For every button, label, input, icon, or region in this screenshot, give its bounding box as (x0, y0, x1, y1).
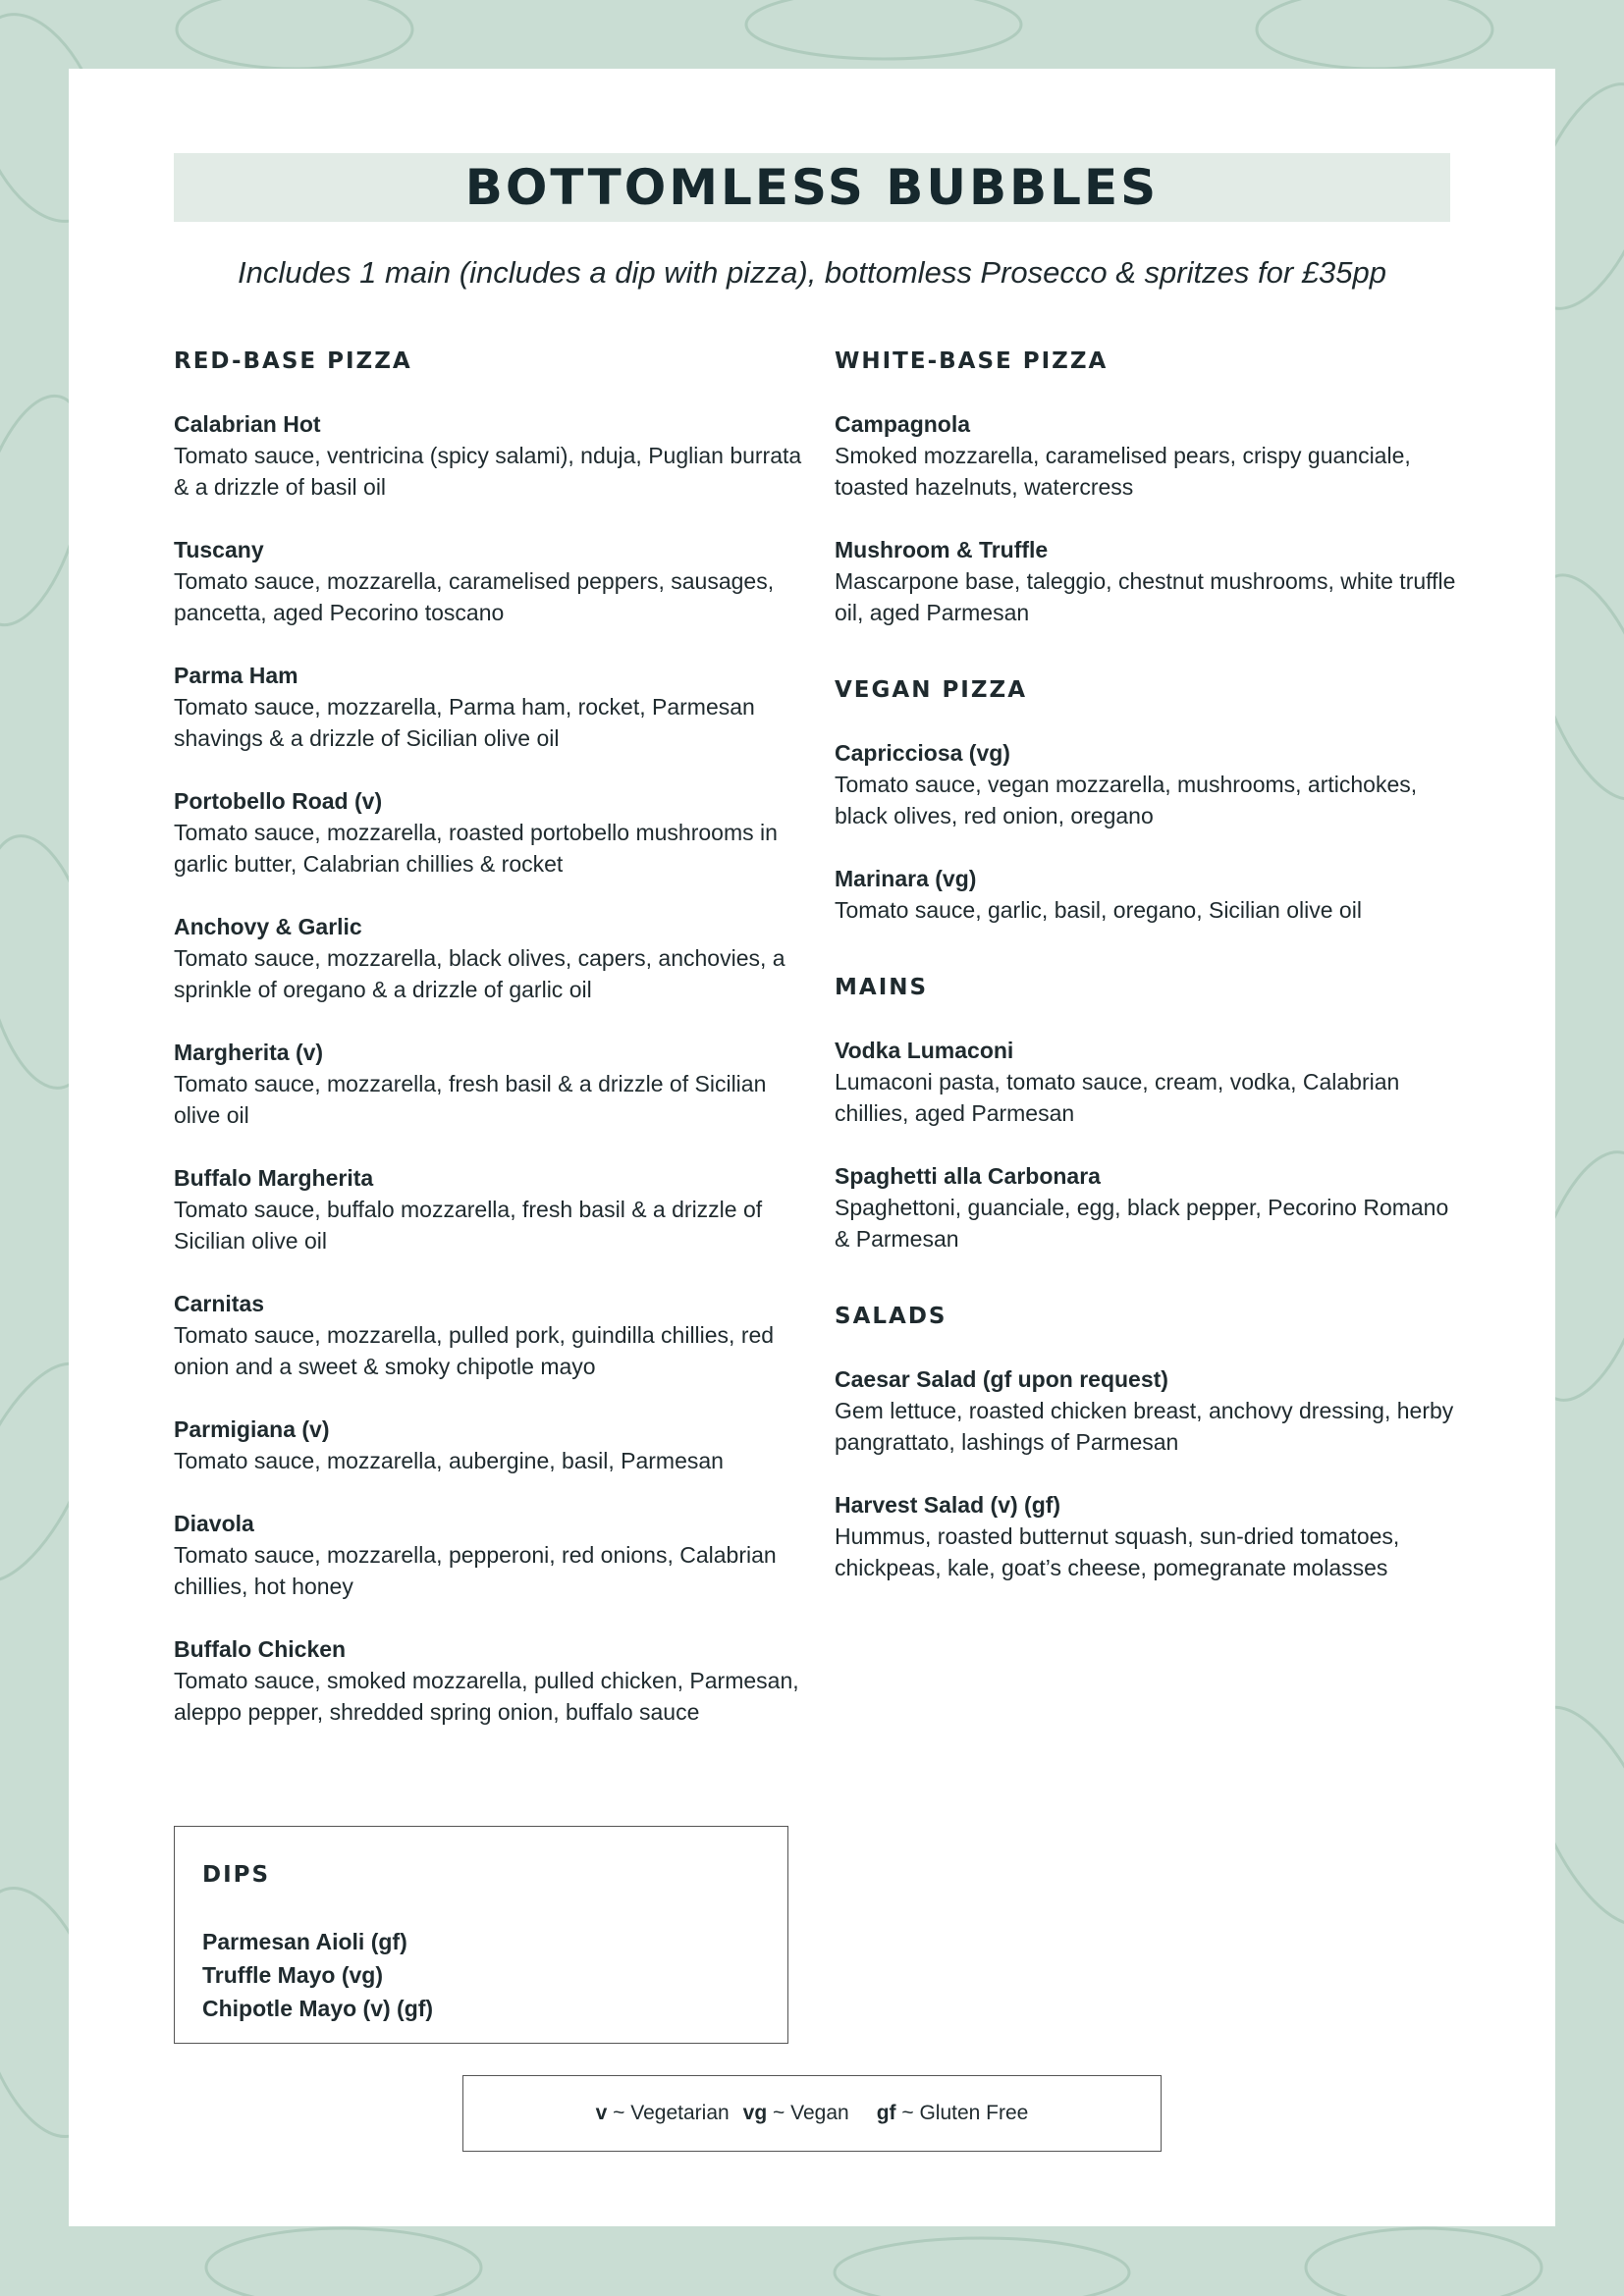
title-band (174, 153, 1450, 222)
menu-item (174, 1509, 802, 1602)
menu-item-name: Tuscany (174, 537, 264, 562)
menu-item-name: Caesar Salad (gf upon request) (835, 1366, 1168, 1392)
legend-gf-key: gf (876, 2102, 896, 2124)
menu-item-name: Campagnola (835, 411, 971, 437)
menu-item-name: Capricciosa (vg) (835, 740, 1010, 766)
menu-item-description: Tomato sauce, ventricina (spicy salami), nduja, Puglian burrata & a drizzle of basil oil (174, 443, 802, 500)
dips-box (174, 1826, 788, 2044)
menu-item-name: Diavola (174, 1511, 254, 1536)
menu-item-description: Gem lettuce, roasted chicken breast, anchovy dressing, herby pangrattato, lashings of Parmesan (835, 1398, 1454, 1455)
menu-item (174, 1634, 802, 1728)
menu-item (835, 409, 1463, 503)
menu-item (174, 409, 802, 503)
menu-item-description: Tomato sauce, mozzarella, caramelised peppers, sausages, pancetta, aged Pecorino toscano (174, 568, 775, 625)
page-title: BOTTOMLESS BUBBLES (464, 159, 1160, 216)
menu-item (174, 912, 802, 1005)
section-heading-salads: SALADS (835, 1304, 947, 1329)
menu-sheet (69, 69, 1555, 2226)
section-heading-red-base: RED-BASE PIZZA (174, 348, 412, 374)
menu-item-name: Anchovy & Garlic (174, 914, 362, 939)
menu-item (835, 535, 1463, 628)
menu-item-description: Tomato sauce, mozzarella, fresh basil & a drizzle of Sicilian olive oil (174, 1071, 767, 1128)
legend-v-label: ~ Vegetarian (613, 2102, 730, 2124)
menu-item-name: Carnitas (174, 1291, 265, 1316)
menu-item (835, 1364, 1463, 1458)
menu-item-name: Harvest Salad (v) (gf) (835, 1492, 1061, 1518)
dip-item: Parmesan Aioli (gf) (202, 1929, 407, 1954)
menu-item (835, 1490, 1463, 1583)
white-base-items (835, 409, 1463, 628)
menu-item-name: Portobello Road (v) (174, 788, 383, 814)
menu-item-name: Buffalo Chicken (174, 1636, 347, 1662)
section-white-base (835, 348, 1463, 628)
menu-item-name: Parmigiana (v) (174, 1416, 330, 1442)
section-mains (835, 975, 1463, 1255)
menu-item-description: Tomato sauce, mozzarella, roasted portobello mushrooms in garlic butter, Calabrian chillies & rocket (174, 820, 778, 877)
legend-vg-label: ~ Vegan (773, 2102, 849, 2124)
menu-item-description: Tomato sauce, mozzarella, pulled pork, guindilla chillies, red onion and a sweet & smoky chipotle mayo (174, 1322, 775, 1379)
menu-item-description: Tomato sauce, mozzarella, Parma ham, rocket, Parmesan shavings & a drizzle of Sicilian olive oil (174, 694, 755, 751)
menu-item-description: Tomato sauce, garlic, basil, oregano, Sicilian olive oil (835, 897, 1362, 923)
section-heading-dips: DIPS (202, 1862, 271, 1888)
legend-vg-key: vg (742, 2102, 768, 2124)
menu-item (174, 535, 802, 628)
menu-item-name: Spaghetti alla Carbonara (835, 1163, 1101, 1189)
menu-item (835, 864, 1463, 926)
legend-gf-label: ~ Gluten Free (901, 2102, 1029, 2124)
menu-item-description: Spaghettoni, guanciale, egg, black pepper, Pecorino Romano & Parmesan (835, 1195, 1449, 1252)
section-vegan (835, 677, 1463, 926)
menu-item (174, 1415, 802, 1476)
red-base-items (174, 409, 802, 1728)
menu-item-name: Marinara (vg) (835, 866, 977, 891)
menu-item (835, 738, 1463, 831)
menu-item (174, 661, 802, 754)
menu-item (174, 1163, 802, 1256)
menu-item-description: Lumaconi pasta, tomato sauce, cream, vodka, Calabrian chillies, aged Parmesan (835, 1069, 1400, 1126)
menu-item-name: Vodka Lumaconi (835, 1038, 1014, 1063)
menu-item-description: Hummus, roasted butternut squash, sun-dried tomatoes, chickpeas, kale, goat’s cheese, pomegranate molasses (835, 1523, 1400, 1580)
salads-items (835, 1364, 1463, 1583)
menu-item-name: Parma Ham (174, 663, 298, 688)
menu-item-description: Tomato sauce, mozzarella, aubergine, basil, Parmesan (174, 1448, 724, 1473)
menu-item (174, 1289, 802, 1382)
menu-item (835, 1036, 1463, 1129)
menu-item-name: Buffalo Margherita (174, 1165, 374, 1191)
menu-item-name: Calabrian Hot (174, 411, 321, 437)
dietary-legend (462, 2075, 1162, 2152)
vegan-items (835, 738, 1463, 926)
subtitle: Includes 1 main (includes a dip with pizza), bottomless Prosecco & spritzes for £35pp (238, 255, 1386, 290)
dip-item: Truffle Mayo (vg) (202, 1962, 384, 1988)
section-heading-white-base: WHITE-BASE PIZZA (835, 348, 1109, 374)
section-salads (835, 1304, 1463, 1583)
menu-item (835, 1161, 1463, 1255)
menu-item-description: Tomato sauce, vegan mozzarella, mushrooms, artichokes, black olives, red onion, oregano (835, 772, 1418, 828)
dip-item: Chipotle Mayo (v) (gf) (202, 1996, 434, 2021)
legend-v-key: v (595, 2102, 608, 2124)
right-column (835, 348, 1463, 1632)
menu-item (174, 1038, 802, 1131)
menu-item-description: Tomato sauce, mozzarella, pepperoni, red onions, Calabrian chillies, hot honey (174, 1542, 777, 1599)
section-heading-vegan: VEGAN PIZZA (835, 677, 1028, 703)
menu-item-description: Tomato sauce, smoked mozzarella, pulled chicken, Parmesan, aleppo pepper, shredded spring onion, buffalo sauce (174, 1668, 799, 1725)
menu-item-description: Mascarpone base, taleggio, chestnut mushrooms, white truffle oil, aged Parmesan (835, 568, 1456, 625)
menu-item-name: Mushroom & Truffle (835, 537, 1049, 562)
left-column (174, 348, 802, 1760)
menu-item-description: Smoked mozzarella, caramelised pears, crispy guanciale, toasted hazelnuts, watercress (835, 443, 1411, 500)
menu-item-description: Tomato sauce, mozzarella, black olives, capers, anchovies, a sprinkle of oregano & a drizzle of garlic oil (174, 945, 785, 1002)
menu-item-name: Margherita (v) (174, 1040, 324, 1065)
dips-list (202, 1925, 760, 2025)
menu-item-description: Tomato sauce, buffalo mozzarella, fresh basil & a drizzle of Sicilian olive oil (174, 1197, 763, 1254)
menu-item (174, 786, 802, 880)
section-heading-mains: MAINS (835, 975, 929, 1000)
mains-items (835, 1036, 1463, 1255)
